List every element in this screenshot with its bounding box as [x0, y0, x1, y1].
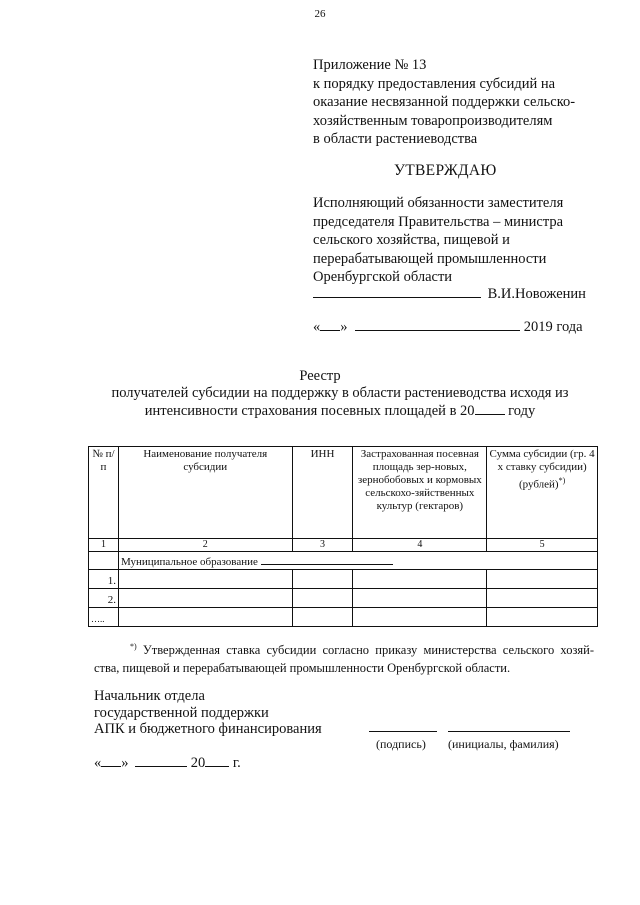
register-table — [88, 446, 598, 627]
col-number: 3 — [292, 539, 353, 552]
table-row — [89, 589, 598, 608]
subtitle-text-end: году — [508, 403, 536, 419]
column-number-row — [89, 539, 598, 552]
row-number: 1. — [89, 570, 119, 589]
table-cell — [487, 608, 598, 627]
col-number: 5 — [487, 539, 598, 552]
quote-close: » — [340, 319, 348, 335]
day-blank — [320, 318, 340, 331]
col-number: 4 — [353, 539, 487, 552]
approver-line: сельского хозяйства, пищевой и — [313, 232, 510, 248]
register-title: Реестр — [299, 368, 341, 384]
register-subtitle-line: получателей субсидии на поддержку в области растениеводства исходя из — [111, 385, 569, 401]
approver-name: В.И.Новоженин — [487, 286, 586, 302]
approver-line: председателя Правительства – министра — [313, 213, 564, 230]
table-cell — [353, 570, 487, 589]
signature-caption: (подпись) — [376, 737, 426, 751]
approver-block — [313, 194, 563, 287]
name-caption: (инициалы, фамилия) — [448, 737, 559, 751]
month-blank — [355, 318, 520, 331]
table-cell — [89, 552, 119, 570]
table-header-row — [89, 447, 598, 539]
chief-line: Начальник отдела — [94, 688, 205, 704]
header-number: № п/п — [89, 447, 119, 539]
name-blank — [448, 731, 570, 732]
day-blank — [101, 754, 121, 767]
chief-line: государственной поддержки — [94, 704, 269, 721]
table-cell — [353, 589, 487, 608]
table-cell — [292, 589, 353, 608]
appendix-line: хозяйственным товаропроизводителям — [313, 112, 553, 129]
col-number: 1 — [89, 539, 119, 552]
register-subtitle — [80, 385, 600, 420]
signature-blank — [369, 731, 437, 732]
chief-block — [94, 688, 322, 738]
year-prefix: 20 — [190, 755, 206, 771]
year-blank — [475, 402, 505, 415]
footnote-mark: *) — [130, 642, 137, 651]
col-number: 2 — [118, 539, 292, 552]
register-subtitle-line2 — [80, 402, 600, 420]
header-amount — [487, 447, 598, 539]
footnote-text: Утвержденная ставка субсидии согласно приказу министерства сельского хозяй-ства, пищевой и перерабатывающей промышленности Оренбургской области. — [94, 643, 594, 676]
year-blank — [205, 754, 229, 767]
approve-heading: УТВЕРЖДАЮ — [394, 162, 497, 179]
approval-date-row — [313, 318, 583, 336]
row-number: 2. — [89, 589, 119, 608]
table-cell — [118, 570, 292, 589]
subtitle-text: интенсивности страхования посевных площадей в 20 — [144, 403, 475, 419]
table-row — [89, 570, 598, 589]
date-year: 2019 года — [523, 319, 583, 335]
municipality-row — [89, 552, 598, 570]
header-recipient: Наименование получателя субсидии — [118, 447, 292, 539]
table-cell — [487, 570, 598, 589]
footnote — [94, 638, 594, 677]
chief-line: АПК и бюджетного финансирования — [94, 721, 322, 737]
table-row — [89, 608, 598, 627]
table-cell — [353, 608, 487, 627]
table-cell — [487, 589, 598, 608]
quote-open: « — [313, 319, 321, 335]
row-number: ….. — [89, 608, 119, 627]
month-blank — [135, 754, 187, 767]
footnote-mark: *) — [558, 476, 566, 485]
header-area: Застрахованная посевная площадь зер-новых, зернобобовых и кормовых сельскохо-зяйственных культур (гектаров) — [353, 447, 487, 539]
header-amount-text: Сумма субсидии (гр. 4 х ставку субсидии) (рублей) — [489, 448, 595, 491]
appendix-line: к порядку предоставления субсидий на — [313, 75, 556, 92]
table-cell — [118, 589, 292, 608]
appendix-line: Приложение № 13 — [313, 57, 427, 73]
appendix-line: в области растениеводства — [313, 131, 478, 147]
approver-line: Оренбургской области — [313, 269, 453, 285]
quote-close: » — [121, 755, 129, 771]
municipality-label: Муниципальное образование — [120, 556, 258, 568]
quote-open: « — [94, 755, 102, 771]
appendix-line: оказание несвязанной поддержки сельско- — [313, 94, 576, 110]
signature-line — [313, 285, 481, 298]
appendix-block — [313, 56, 575, 149]
table-cell — [292, 608, 353, 627]
bottom-date-row — [94, 754, 241, 772]
approver-line: Исполняющий обязанности заместителя — [313, 195, 564, 211]
municipality-blank — [261, 552, 393, 565]
table-cell — [292, 570, 353, 589]
approver-line: перерабатывающей промышленности — [313, 250, 547, 267]
year-suffix: г. — [232, 755, 241, 771]
page-number: 26 — [314, 8, 326, 20]
approver-signature-row — [313, 285, 586, 303]
table-cell — [118, 608, 292, 627]
municipality-cell — [118, 552, 597, 570]
header-inn: ИНН — [292, 447, 353, 539]
